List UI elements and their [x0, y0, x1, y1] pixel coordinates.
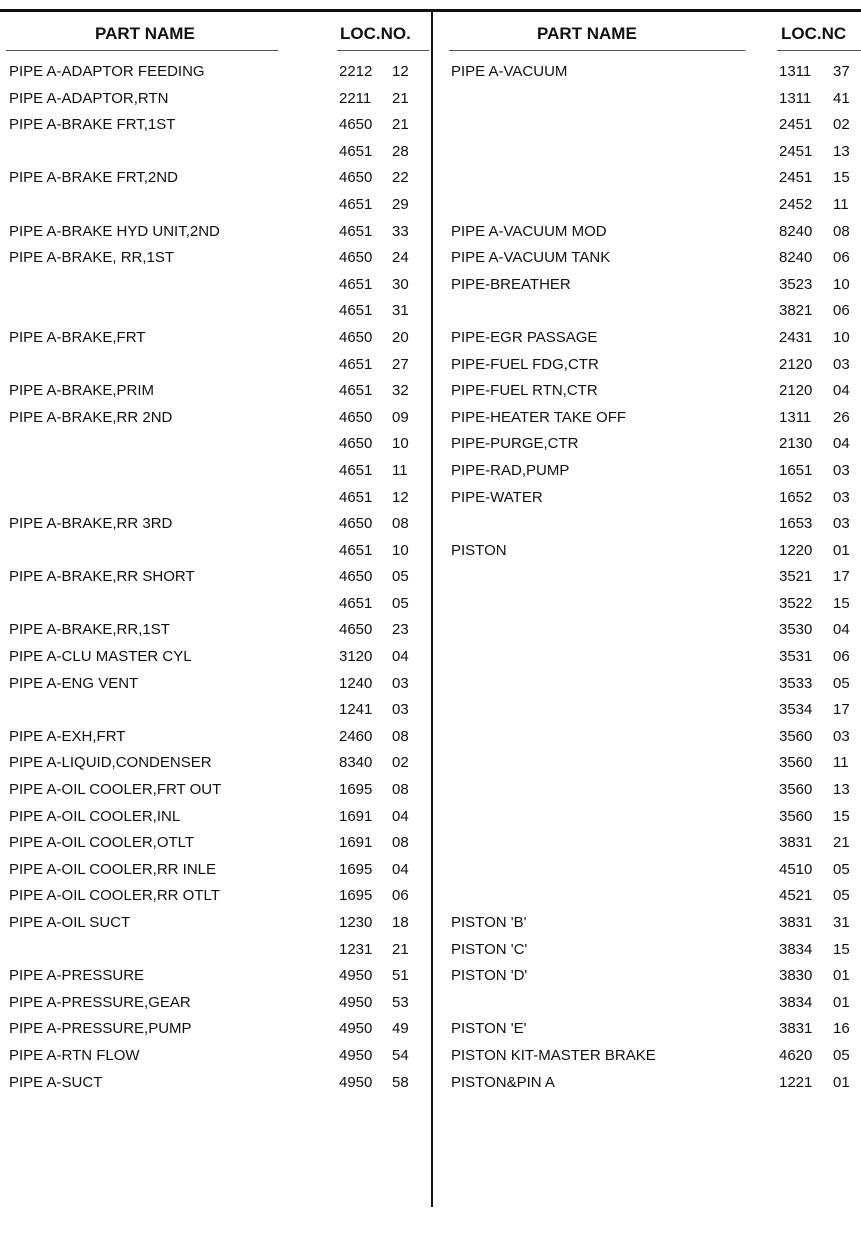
loc-number-cell: 4521: [779, 887, 813, 905]
part-name-cell: PIPE A-BRAKE,RR 3RD: [9, 515, 173, 533]
loc-number-cell: 3830: [779, 967, 813, 985]
loc-number-cell: 4950: [339, 1046, 373, 1064]
loc-number-cell: 8340: [339, 754, 373, 772]
loc-number-cell: 4651: [339, 222, 373, 240]
part-name-cell: PIPE-WATER: [451, 488, 543, 506]
loc-number-cell: 2460: [339, 727, 373, 745]
item-number-cell: 31: [833, 914, 850, 931]
item-number-cell: 27: [392, 355, 409, 373]
item-number-cell: 21: [392, 940, 409, 958]
loc-number-cell: 3560: [779, 727, 813, 745]
part-name-cell: PIPE A-RTN FLOW: [9, 1046, 140, 1064]
item-number-cell: 22: [392, 169, 409, 187]
loc-number-cell: 3530: [779, 621, 813, 639]
part-name-cell: PIPE-BREATHER: [451, 275, 571, 293]
loc-number-cell: 3120: [339, 648, 373, 666]
item-number-cell: 05: [833, 1046, 850, 1064]
loc-number-cell: 1231: [339, 940, 373, 958]
part-name-cell: PISTON 'D': [451, 967, 528, 985]
item-number-cell: 11: [833, 754, 849, 772]
item-number-cell: 04: [833, 382, 850, 400]
item-number-cell: 06: [392, 887, 409, 905]
item-number-cell: 05: [833, 860, 850, 878]
item-number-cell: 08: [392, 834, 409, 852]
item-number-cell: 10: [833, 275, 850, 293]
loc-number-cell: 1691: [339, 807, 373, 825]
part-name-cell: PIPE A-SUCT: [9, 1073, 103, 1091]
item-number-cell: 06: [833, 249, 850, 267]
item-number-cell: 01: [833, 1073, 850, 1091]
part-name-cell: PIPE A-LIQUID,CONDENSER: [9, 754, 212, 772]
part-name-cell: PIPE-FUEL FDG,CTR: [451, 355, 599, 373]
right-loc-no-header: LOC.NC: [781, 24, 847, 43]
part-name-cell: PIPE A-BRAKE FRT,1ST: [9, 116, 176, 134]
item-number-cell: 21: [392, 89, 409, 107]
loc-number-cell: 4651: [339, 275, 373, 293]
loc-number-cell: 4650: [339, 116, 373, 134]
loc-number-cell: 1240: [339, 674, 373, 692]
loc-number-cell: 1695: [339, 781, 373, 799]
item-number-cell: 33: [392, 222, 409, 240]
item-number-cell: 04: [392, 860, 409, 878]
item-number-cell: 04: [392, 648, 409, 666]
item-number-cell: 21: [833, 834, 850, 852]
loc-number-cell: 3531: [779, 648, 813, 666]
loc-number-cell: 4651: [339, 594, 373, 612]
loc-number-cell: 2451: [779, 142, 813, 160]
item-number-cell: 05: [833, 674, 850, 692]
item-number-cell: 03: [833, 515, 850, 533]
loc-number-cell: 4650: [339, 568, 373, 586]
loc-number-cell: 4651: [339, 461, 373, 479]
item-number-cell: 08: [392, 515, 409, 533]
part-name-cell: PIPE-HEATER TAKE OFF: [451, 408, 627, 426]
item-number-cell: 18: [392, 914, 409, 931]
part-name-cell: PISTON: [451, 541, 507, 559]
item-number-cell: 20: [392, 328, 409, 346]
item-number-cell: 03: [833, 727, 850, 745]
loc-number-cell: 2130: [779, 435, 813, 453]
loc-number-cell: 3560: [779, 807, 813, 825]
item-number-cell: 08: [833, 222, 850, 240]
loc-number-cell: 2120: [779, 382, 813, 400]
loc-number-cell: 3821: [779, 302, 813, 320]
loc-number-cell: 2451: [779, 116, 813, 134]
item-number-cell: 30: [392, 275, 409, 293]
loc-number-cell: 4651: [339, 142, 373, 160]
item-number-cell: 05: [392, 594, 409, 612]
part-name-cell: PIPE A-ADAPTOR,RTN: [9, 89, 169, 107]
part-name-cell: PIPE A-OIL COOLER,INL: [9, 807, 181, 825]
loc-number-cell: 3834: [779, 940, 813, 958]
part-name-cell: PIPE A-ENG VENT: [9, 674, 139, 692]
item-number-cell: 01: [833, 967, 850, 985]
loc-number-cell: 4950: [339, 993, 373, 1011]
item-number-cell: 04: [833, 621, 850, 639]
loc-number-cell: 4650: [339, 621, 373, 639]
item-number-cell: 53: [392, 993, 409, 1011]
item-number-cell: 31: [392, 302, 409, 320]
loc-number-cell: 2452: [779, 195, 813, 213]
item-number-cell: 03: [833, 355, 850, 373]
item-number-cell: 05: [392, 568, 409, 586]
part-name-cell: PIPE A-BRAKE,PRIM: [9, 382, 155, 400]
item-number-cell: 04: [833, 435, 850, 453]
loc-number-cell: 4651: [339, 302, 373, 320]
item-number-cell: 28: [392, 142, 409, 160]
loc-number-cell: 1695: [339, 887, 373, 905]
item-number-cell: 15: [833, 807, 850, 825]
left-part-name-rule: [6, 50, 278, 51]
loc-number-cell: 1241: [339, 701, 373, 719]
item-number-cell: 51: [392, 967, 409, 985]
item-number-cell: 54: [392, 1046, 409, 1064]
loc-number-cell: 3522: [779, 594, 813, 612]
right-part-name-header: PART NAME: [537, 24, 637, 43]
loc-number-cell: 3831: [779, 834, 813, 852]
part-name-cell: PIPE A-OIL COOLER,RR INLE: [9, 860, 217, 878]
item-number-cell: 05: [833, 887, 850, 905]
part-name-cell: PIPE-FUEL RTN,CTR: [451, 382, 598, 400]
loc-number-cell: 3533: [779, 674, 813, 692]
loc-number-cell: 1311: [779, 89, 812, 107]
item-number-cell: 29: [392, 195, 409, 213]
item-number-cell: 03: [833, 461, 850, 479]
loc-number-cell: 4651: [339, 541, 373, 559]
item-number-cell: 03: [392, 701, 409, 719]
loc-number-cell: 2211: [339, 89, 372, 107]
item-number-cell: 02: [392, 754, 409, 772]
part-name-cell: PIPE A-PRESSURE: [9, 967, 145, 985]
loc-number-cell: 3534: [779, 701, 813, 719]
item-number-cell: 49: [392, 1020, 409, 1038]
loc-number-cell: 4510: [779, 860, 813, 878]
part-name-cell: PIPE-RAD,PUMP: [451, 461, 570, 479]
item-number-cell: 08: [392, 727, 409, 745]
part-name-cell: PIPE A-PRESSURE,GEAR: [9, 993, 191, 1011]
loc-number-cell: 4650: [339, 515, 373, 533]
right-part-name-rule: [449, 50, 745, 51]
loc-number-cell: 1651: [779, 461, 813, 479]
part-name-cell: PIPE A-VACUUM MOD: [451, 222, 607, 240]
item-number-cell: 17: [833, 701, 850, 719]
part-name-cell: PIPE-EGR PASSAGE: [451, 328, 598, 346]
loc-number-cell: 2431: [779, 328, 813, 346]
loc-number-cell: 3521: [779, 568, 813, 586]
part-name-cell: PIPE-PURGE,CTR: [451, 435, 579, 453]
item-number-cell: 26: [833, 408, 850, 426]
loc-number-cell: 4651: [339, 488, 373, 506]
part-name-cell: PIPE A-EXH,FRT: [9, 727, 126, 745]
loc-number-cell: 4950: [339, 1020, 373, 1038]
loc-number-cell: 3831: [779, 1020, 813, 1038]
left-part-name-header: PART NAME: [95, 24, 195, 43]
left-loc-no-rule: [337, 50, 429, 51]
loc-number-cell: 3560: [779, 781, 813, 799]
loc-number-cell: 4650: [339, 435, 373, 453]
item-number-cell: 10: [392, 435, 409, 453]
item-number-cell: 15: [833, 169, 850, 187]
item-number-cell: 41: [833, 89, 850, 107]
part-name-cell: PISTON 'C': [451, 940, 528, 958]
loc-number-cell: 1691: [339, 834, 373, 852]
item-number-cell: 12: [392, 488, 409, 506]
item-number-cell: 23: [392, 621, 409, 639]
loc-number-cell: 1311: [779, 63, 812, 80]
part-name-cell: PIPE A-BRAKE,RR,1ST: [9, 621, 170, 639]
part-name-cell: PIPE A-BRAKE, RR,1ST: [9, 249, 175, 267]
item-number-cell: 37: [833, 63, 850, 80]
loc-number-cell: 4950: [339, 967, 373, 985]
loc-number-cell: 8240: [779, 222, 813, 240]
loc-number-cell: 1695: [339, 860, 373, 878]
item-number-cell: 24: [392, 249, 409, 267]
loc-number-cell: 3831: [779, 914, 813, 931]
loc-number-cell: 4620: [779, 1046, 813, 1064]
item-number-cell: 21: [392, 116, 409, 134]
part-name-cell: PIPE A-PRESSURE,PUMP: [9, 1020, 192, 1038]
loc-number-cell: 2212: [339, 63, 373, 80]
item-number-cell: 12: [392, 63, 409, 80]
item-number-cell: 13: [833, 781, 850, 799]
loc-number-cell: 2120: [779, 355, 813, 373]
part-name-cell: PISTON&PIN A: [451, 1073, 555, 1091]
loc-number-cell: 3523: [779, 275, 813, 293]
item-number-cell: 15: [833, 940, 850, 958]
item-number-cell: 01: [833, 541, 850, 559]
item-number-cell: 10: [833, 328, 850, 346]
part-name-cell: PIPE A-BRAKE HYD UNIT,2ND: [9, 222, 220, 240]
item-number-cell: 04: [392, 807, 409, 825]
loc-number-cell: 1230: [339, 914, 373, 931]
column-divider: [431, 9, 433, 1207]
loc-number-cell: 4651: [339, 355, 373, 373]
item-number-cell: 58: [392, 1073, 409, 1091]
loc-number-cell: 1311: [779, 408, 812, 426]
right-loc-no-rule: [777, 50, 861, 51]
loc-number-cell: 8240: [779, 249, 813, 267]
part-name-cell: PIPE A-BRAKE FRT,2ND: [9, 169, 178, 187]
part-name-cell: PIPE A-ADAPTOR FEEDING: [9, 63, 205, 80]
part-name-cell: PIPE A-BRAKE,RR SHORT: [9, 568, 195, 586]
item-number-cell: 11: [392, 461, 408, 479]
loc-number-cell: 4650: [339, 249, 373, 267]
loc-number-cell: 4650: [339, 408, 373, 426]
item-number-cell: 10: [392, 541, 409, 559]
part-name-cell: PIPE A-CLU MASTER CYL: [9, 648, 192, 666]
part-name-cell: PISTON KIT-MASTER BRAKE: [451, 1046, 656, 1064]
loc-number-cell: 1221: [779, 1073, 813, 1091]
item-number-cell: 06: [833, 648, 850, 666]
part-name-cell: PIPE A-VACUUM: [451, 63, 568, 80]
item-number-cell: 09: [392, 408, 409, 426]
part-name-cell: PISTON 'B': [451, 914, 527, 931]
loc-number-cell: 4651: [339, 382, 373, 400]
item-number-cell: 16: [833, 1020, 850, 1038]
item-number-cell: 13: [833, 142, 850, 160]
part-name-cell: PIPE A-OIL COOLER,FRT OUT: [9, 781, 222, 799]
part-name-cell: PIPE A-VACUUM TANK: [451, 249, 611, 267]
loc-number-cell: 1652: [779, 488, 813, 506]
item-number-cell: 17: [833, 568, 850, 586]
part-name-cell: PIPE A-OIL COOLER,RR OTLT: [9, 887, 220, 905]
part-name-cell: PIPE A-BRAKE,FRT: [9, 328, 146, 346]
loc-number-cell: 4950: [339, 1073, 373, 1091]
part-name-cell: PIPE A-OIL SUCT: [9, 914, 131, 931]
item-number-cell: 08: [392, 781, 409, 799]
item-number-cell: 15: [833, 594, 850, 612]
item-number-cell: 11: [833, 195, 849, 213]
part-name-cell: PIPE A-OIL COOLER,OTLT: [9, 834, 195, 852]
item-number-cell: 03: [392, 674, 409, 692]
part-name-cell: PIPE A-BRAKE,RR 2ND: [9, 408, 173, 426]
loc-number-cell: 3834: [779, 993, 813, 1011]
loc-number-cell: 4650: [339, 169, 373, 187]
loc-number-cell: 1653: [779, 515, 813, 533]
left-loc-no-header: LOC.NO.: [340, 24, 411, 43]
item-number-cell: 01: [833, 993, 850, 1011]
item-number-cell: 02: [833, 116, 850, 134]
item-number-cell: 03: [833, 488, 850, 506]
loc-number-cell: 1220: [779, 541, 813, 559]
loc-number-cell: 4650: [339, 328, 373, 346]
loc-number-cell: 4651: [339, 195, 373, 213]
item-number-cell: 32: [392, 382, 409, 400]
item-number-cell: 06: [833, 302, 850, 320]
loc-number-cell: 2451: [779, 169, 813, 187]
part-name-cell: PISTON 'E': [451, 1020, 527, 1038]
loc-number-cell: 3560: [779, 754, 813, 772]
